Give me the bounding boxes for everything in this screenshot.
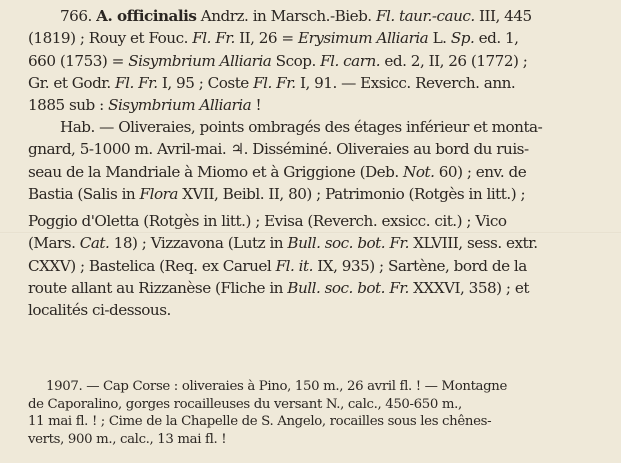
habitat-line-4: Bastia (Salis in Flora XVII, Beibl. II, 80) ; Patrimonio (Rotgès in litt.) ; <box>28 184 526 203</box>
record-line-3: 11 mai fl. ! ; Cime de la Chapelle de S. Angelo, rocailles sous les chênes- <box>28 414 492 430</box>
habitat-line-1: Hab. — Oliveraies, points ombragés des étages inférieur et monta- <box>60 118 543 136</box>
entry-line-4: Gr. et Godr. Fl. Fr. I, 95 ; Coste Fl. Fr. I, 91. — Exsicc. Reverch. ann. <box>28 73 516 92</box>
habitat-line-9: localités ci-dessous. <box>28 301 171 320</box>
habitat-line-2: gnard, 5-1000 m. Avril-mai. ♃. Disséminé. Oliveraies au bord du ruis- <box>28 140 529 159</box>
record-line-4: verts, 900 m., calc., 13 mai fl. ! <box>28 431 227 447</box>
entry-line-5: 1885 sub : Sisymbrium Alliaria ! <box>28 96 262 115</box>
entry-line-1: 766. A. officinalis Andrz. in Marsch.-Bieb. Fl. taur.-cauc. III, 445 <box>60 7 532 25</box>
collection-records <box>28 378 618 448</box>
habitat-line-6: (Mars. Cat. 18) ; Vizzavona (Lutz in Bull. soc. bot. Fr. XLVIII, sess. extr. <box>28 234 538 253</box>
entry-line-2: (1819) ; Rouy et Fouc. Fl. Fr. II, 26 = Erysimum Alliaria L. Sp. ed. 1, <box>28 29 519 48</box>
habitat-line-3: seau de la Mandriale à Miomo et à Griggione (Deb. Not. 60) ; env. de <box>28 162 527 181</box>
habitat-paragraph <box>28 116 618 322</box>
habitat-line-8: route allant au Rizzanèse (Fliche in Bull. soc. bot. Fr. XXXVI, 358) ; et <box>28 279 529 298</box>
habitat-line-7: CXXV) ; Bastelica (Req. ex Caruel Fl. it. IX, 935) ; Sartène, bord de la <box>28 256 527 275</box>
habitat-line-5: Poggio d'Oletta (Rotgès in litt.) ; Evisa (Reverch. exsicc. cit.) ; Vico <box>28 212 507 231</box>
record-line-2: de Caporalino, gorges rocailleuses du versant N., calc., 450-650 m., <box>28 396 462 412</box>
species-entry <box>28 5 618 116</box>
record-line-1: 1907. — Cap Corse : oliveraies à Pino, 150 m., 26 avril fl. ! — Montagne <box>46 379 508 394</box>
species-name: A. officinalis <box>96 7 197 25</box>
entry-line-3: 660 (1753) = Sisymbrium Alliaria Scop. Fl. carn. ed. 2, II, 26 (1772) ; <box>28 51 528 70</box>
